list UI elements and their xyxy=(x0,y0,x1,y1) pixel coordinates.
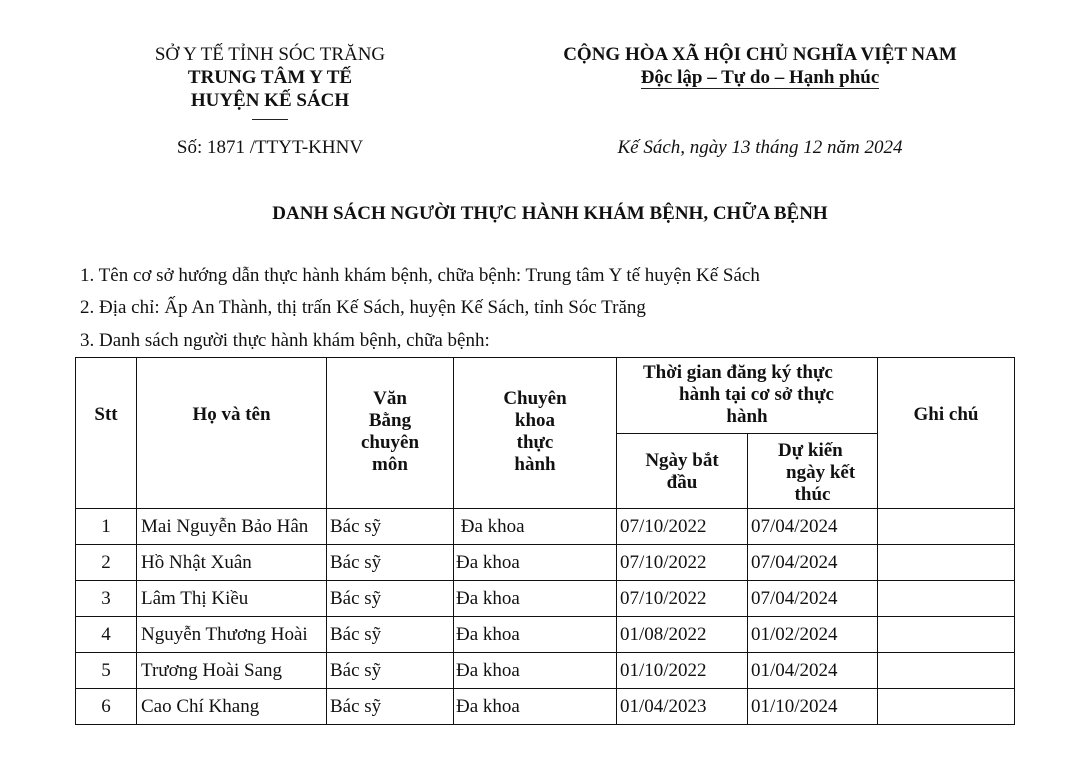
cell-end-date: 07/04/2024 xyxy=(748,509,878,545)
header-time-group xyxy=(617,358,878,434)
table-row xyxy=(76,581,1015,617)
cell-specialty: Đa khoa xyxy=(454,581,617,617)
cell-name: Lâm Thị Kiều xyxy=(137,581,327,617)
cell-notes xyxy=(878,689,1015,725)
district-name: HUYỆN KẾ SÁCH xyxy=(190,90,350,111)
cell-end-date: 07/04/2024 xyxy=(748,545,878,581)
header-time-line: Thời gian đăng ký thực xyxy=(643,362,833,383)
header-degree xyxy=(327,358,454,509)
table-row xyxy=(76,653,1015,689)
cell-degree: Bác sỹ xyxy=(327,617,454,653)
table-row xyxy=(76,545,1015,581)
cell-specialty: Đa khoa xyxy=(454,689,617,725)
cell-end-date: 01/04/2024 xyxy=(748,653,878,689)
cell-end-date: 01/10/2024 xyxy=(748,689,878,725)
cell-stt: 4 xyxy=(76,617,137,653)
cell-stt: 6 xyxy=(76,689,137,725)
cell-start-date: 07/10/2022 xyxy=(617,545,748,581)
cell-degree: Bác sỹ xyxy=(327,689,454,725)
cell-stt: 2 xyxy=(76,545,137,581)
cell-start-date: 01/10/2022 xyxy=(617,653,748,689)
header-degree-line: Văn xyxy=(373,388,407,409)
cell-degree: Bác sỹ xyxy=(327,545,454,581)
header-specialty-line: hành xyxy=(514,454,556,475)
header-end-line: Dự kiến xyxy=(778,440,843,461)
header-degree-line: chuyên xyxy=(360,432,420,453)
header-end-line: ngày kết xyxy=(786,462,856,483)
cell-stt: 1 xyxy=(76,509,137,545)
cell-stt: 5 xyxy=(76,653,137,689)
cell-specialty: Đa khoa xyxy=(454,653,617,689)
cell-start-date: 07/10/2022 xyxy=(617,581,748,617)
motto-container xyxy=(540,67,980,89)
date-line: Kế Sách, ngày 13 tháng 12 năm 2024 xyxy=(617,137,903,158)
header-degree-line: môn xyxy=(372,454,408,475)
cell-name: Nguyễn Thương Hoài xyxy=(137,617,327,653)
cell-name: Mai Nguyễn Bảo Hân xyxy=(137,509,327,545)
header-specialty-line: thực xyxy=(516,432,554,453)
cell-name: Trương Hoài Sang xyxy=(137,653,327,689)
cell-notes xyxy=(878,617,1015,653)
info-facility: 1. Tên cơ sở hướng dẫn thực hành khám bệnh, chữa bệnh: Trung tâm Y tế huyện Kế Sách xyxy=(80,265,760,286)
cell-degree: Bác sỹ xyxy=(327,581,454,617)
info-address: 2. Địa chỉ: Ấp An Thành, thị trấn Kế Sách, huyện Kế Sách, tỉnh Sóc Trăng xyxy=(80,297,646,318)
header-start-date xyxy=(617,434,748,509)
header-stt: Stt xyxy=(76,358,137,509)
cell-notes xyxy=(878,653,1015,689)
header-name: Họ và tên xyxy=(137,358,327,509)
header-specialty xyxy=(454,358,617,509)
info-list-heading: 3. Danh sách người thực hành khám bệnh, chữa bệnh: xyxy=(80,330,490,351)
cell-specialty: Đa khoa xyxy=(454,617,617,653)
nation-title: CỘNG HÒA XÃ HỘI CHỦ NGHĨA VIỆT NAM xyxy=(563,44,957,65)
header-end-line: thúc xyxy=(794,484,831,505)
header-notes: Ghi chú xyxy=(878,358,1015,509)
header-start-line: Ngày bắt xyxy=(645,450,719,471)
cell-end-date: 01/02/2024 xyxy=(748,617,878,653)
cell-notes xyxy=(878,509,1015,545)
document-title: DANH SÁCH NGƯỜI THỰC HÀNH KHÁM BỆNH, CHỮA BỆNH xyxy=(272,203,828,224)
table-row xyxy=(76,509,1015,545)
cell-notes xyxy=(878,545,1015,581)
practitioner-table xyxy=(75,357,1015,725)
header-divider xyxy=(252,119,288,120)
header-start-line: đầu xyxy=(666,472,698,493)
table-row xyxy=(76,617,1015,653)
cell-notes xyxy=(878,581,1015,617)
cell-degree: Bác sỹ xyxy=(327,509,454,545)
cell-start-date: 07/10/2022 xyxy=(617,509,748,545)
header-specialty-line: khoa xyxy=(514,410,556,431)
cell-degree: Bác sỹ xyxy=(327,653,454,689)
cell-start-date: 01/08/2022 xyxy=(617,617,748,653)
cell-specialty: Đa khoa xyxy=(454,545,617,581)
ministry-name: SỞ Y TẾ TỈNH SÓC TRĂNG xyxy=(154,44,386,65)
table-row xyxy=(76,689,1015,725)
header-degree-line: Bằng xyxy=(368,410,412,431)
document-number: Số: 1871 /TTYT-KHNV xyxy=(176,137,364,158)
motto: Độc lập – Tự do – Hạnh phúc xyxy=(640,67,880,88)
cell-specialty: Đa khoa xyxy=(454,509,617,545)
header-time-line: hành tại cơ sở thực xyxy=(679,384,834,405)
header-time-line: hành xyxy=(726,406,768,427)
cell-stt: 3 xyxy=(76,581,137,617)
cell-end-date: 07/04/2024 xyxy=(748,581,878,617)
cell-name: Hồ Nhật Xuân xyxy=(137,545,327,581)
header-specialty-line: Chuyên xyxy=(503,388,567,409)
header-end-date xyxy=(748,434,878,509)
center-name: TRUNG TÂM Y TẾ xyxy=(187,67,353,88)
cell-name: Cao Chí Khang xyxy=(137,689,327,725)
cell-start-date: 01/04/2023 xyxy=(617,689,748,725)
